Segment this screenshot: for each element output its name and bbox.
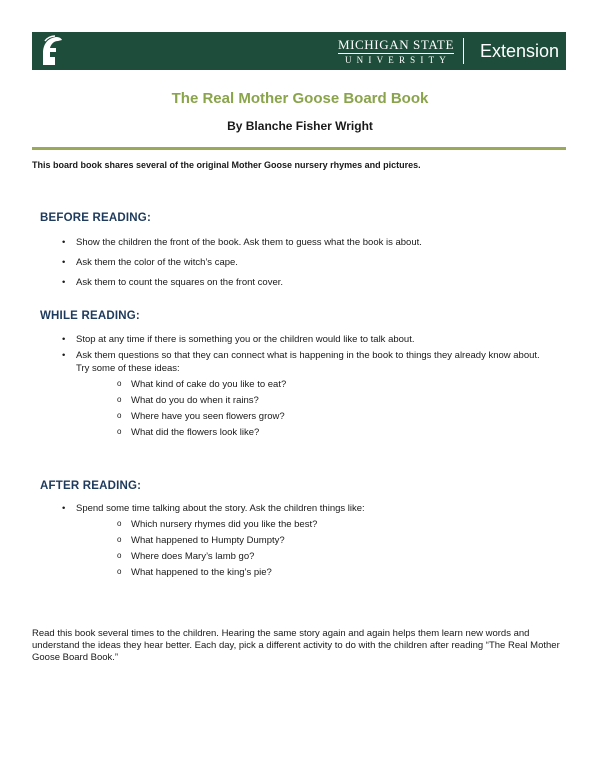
while-reading-heading: WHILE READING: <box>40 310 140 322</box>
closing-paragraph: Read this book several times to the children. Hearing the same story again and again helps them learn new words and understand the ideas they hear better. Each day, pick a different activity to do with the children after reading “The Real Mother Goose Board Book.” <box>32 628 560 663</box>
after-reading-heading: AFTER READING: <box>40 480 142 492</box>
sub-list-item: o What kind of cake do you like to eat? <box>117 378 552 391</box>
msu-wordmark <box>338 38 454 66</box>
list-item: • Ask them the color of the witch’s cape. <box>62 256 552 269</box>
sub-list-item: o What did the flowers look like? <box>117 426 552 439</box>
after-reading-list <box>62 502 552 582</box>
document-author: By Blanche Fisher Wright <box>227 119 373 133</box>
msu-wordmark-line2: UNIVERSITY <box>344 55 451 65</box>
before-reading-heading: BEFORE READING: <box>40 212 151 224</box>
while-reading-sublist <box>117 378 552 439</box>
banner-divider <box>463 38 464 64</box>
sub-list-item: o What do you do when it rains? <box>117 394 552 407</box>
list-item <box>62 349 552 439</box>
after-reading-sublist <box>117 518 552 579</box>
intro-text: This board book shares several of the original Mother Goose nursery rhymes and pictures. <box>32 160 421 170</box>
list-item: • Stop at any time if there is something you or the children would like to talk about. <box>62 333 552 346</box>
sub-list-item: o Which nursery rhymes did you like the best? <box>117 518 552 531</box>
title-rule <box>32 147 566 150</box>
list-item-text: Ask them questions so that they can connect what is happening in the book to things they already know about. Try some of these ideas: <box>76 350 540 374</box>
list-item: • Show the children the front of the book. Ask them to guess what the book is about. <box>62 236 552 249</box>
list-item: • Ask them to count the squares on the front cover. <box>62 276 552 289</box>
sub-list-item: o What happened to the king’s pie? <box>117 566 552 579</box>
msu-wordmark-line1: MICHIGAN STATE <box>337 37 454 52</box>
sub-list-item: o Where does Mary’s lamb go? <box>117 550 552 563</box>
while-reading-list <box>62 333 552 442</box>
document-title: The Real Mother Goose Board Book <box>171 90 429 107</box>
sub-list-item: o Where have you seen flowers grow? <box>117 410 552 423</box>
list-item <box>62 502 552 579</box>
spartan-helmet-icon <box>38 35 64 67</box>
msu-extension-banner <box>32 32 566 70</box>
list-item-text: Spend some time talking about the story. Ask the children things like: <box>76 503 365 514</box>
extension-label: Extension <box>479 41 559 61</box>
sub-list-item: o What happened to Humpty Dumpty? <box>117 534 552 547</box>
before-reading-list <box>62 236 552 296</box>
